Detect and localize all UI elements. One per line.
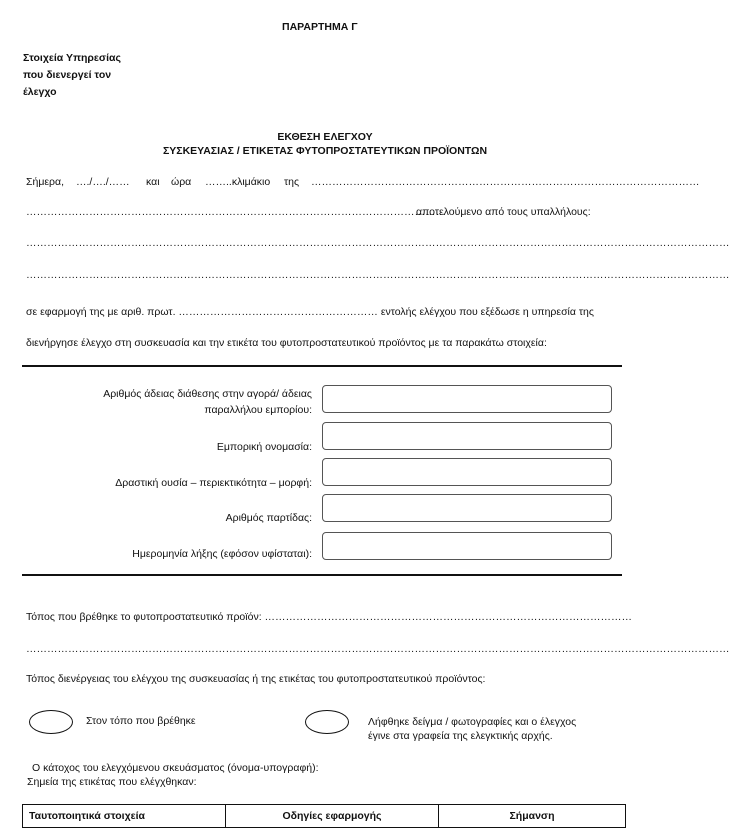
text-time: ώρα — [171, 176, 192, 188]
table-header-identification: Ταυτοποιητικά στοιχεία — [23, 805, 226, 828]
option-on-site-checkbox[interactable] — [29, 710, 73, 734]
table-header-row — [23, 805, 626, 828]
order-line: σε εφαρμογή της με αριθ. πρωτ. ………………………………………………… εντολής ελέγχου που εξέδωσε η υπηρεσία της — [26, 306, 594, 318]
label-points-line: Σημεία της ετικέτας που ελέγχθηκαν: — [27, 776, 197, 788]
label-checks-table — [22, 804, 626, 828]
trade-name-field[interactable] — [322, 422, 612, 450]
annex-title: ΠΑΡΑΡΤΗΜΑ Γ — [282, 21, 358, 33]
report-title: ΕΚΘΕΣΗ ΕΛΕΓΧΟΥ — [277, 131, 373, 143]
option-on-site-label: Στον τόπο που βρέθηκε — [86, 715, 196, 727]
text-of: της — [284, 176, 300, 188]
field-label-license-2: παραλλήλου εμπορίου: — [204, 404, 312, 416]
time-blank[interactable]: ……..κλιμάκιο — [205, 176, 271, 188]
option-sample-checkbox[interactable] — [305, 710, 349, 734]
option-sample-label-2: έγινε στα γραφεία της ελεγκτικής αρχής. — [368, 730, 553, 742]
field-label-active-substance: Δραστική ουσία – περιεκτικότητα – μορφή: — [115, 477, 312, 489]
team-blank[interactable]: ………………………………………………………………………………………………………… — [26, 206, 446, 218]
field-label-license-1: Αριθμός άδειας διάθεσης στην αγορά/ άδειας — [103, 388, 312, 400]
field-label-trade-name: Εμπορική ονομασία: — [216, 441, 312, 453]
text-and: και — [146, 176, 160, 188]
service-blank[interactable]: ………………………………………………………………………………………………… — [311, 176, 700, 188]
text-today: Σήμερα, — [26, 176, 65, 188]
location-found-line: Τόπος που βρέθηκε το φυτοπροστατευτικό προϊόν: …………………………………………………………………………………………… — [26, 611, 633, 623]
license-number-field[interactable] — [322, 385, 612, 413]
service-block-line-3: έλεγχο — [23, 86, 57, 98]
batch-number-field[interactable] — [322, 494, 612, 522]
service-block-line-1: Στοιχεία Υπηρεσίας — [23, 52, 121, 64]
expiry-date-field[interactable] — [322, 532, 612, 560]
field-label-batch: Αριθμός παρτίδας: — [225, 512, 312, 524]
date-blank[interactable]: …./…./…… — [76, 176, 130, 188]
service-block-line-2: που διενεργεί τον — [23, 69, 112, 81]
field-label-license — [22, 386, 312, 418]
report-subtitle: ΣΥΣΚΕΥΑΣΙΑΣ / ΕΤΙΚΕΤΑΣ ΦΥΤΟΠΡΟΣΤΑΤΕΥΤΙΚΩΝ ΠΡΟΪΟΝΤΩΝ — [162, 145, 488, 157]
table-header-marking: Σήμανση — [439, 805, 626, 828]
location-dots-line[interactable]: ………………………………………………………………………………………………………………………………………………………………………………… — [26, 643, 730, 655]
active-substance-field[interactable] — [322, 458, 612, 486]
inspection-line: διενήργησε έλεγχο στη συσκευασία και την ετικέτα του φυτοπροστατευτικού προϊόντος με τα παρακάτω στοιχεία: — [26, 337, 547, 349]
field-label-expiry: Ημερομηνία λήξης (εφόσον υφίσταται): — [132, 548, 312, 560]
text-consisting: αποτελούμενο από τους υπαλλήλους: — [416, 206, 591, 218]
inspection-place-line: Τόπος διενέργειας του ελέγχου της συσκευασίας ή της ετικέτας του φυτοπροστατευτικού προϊόντος: — [26, 673, 486, 685]
employees-blank-1[interactable]: ………………………………………………………………………………………………………………………………………………………………………………… — [26, 237, 730, 249]
section-divider-bottom — [22, 574, 622, 576]
section-divider-top — [22, 365, 622, 367]
table-header-instructions: Οδηγίες εφαρμογής — [226, 805, 439, 828]
option-sample-label-1: Λήφθηκε δείγμα / φωτογραφίες και ο έλεγχος — [368, 716, 577, 728]
holder-line: Ο κάτοχος του ελεγχόμενου σκευάσματος (όνομα-υπογραφή): — [32, 762, 319, 774]
employees-blank-2[interactable]: ………………………………………………………………………………………………………………………………………………………………………………… — [26, 269, 730, 281]
